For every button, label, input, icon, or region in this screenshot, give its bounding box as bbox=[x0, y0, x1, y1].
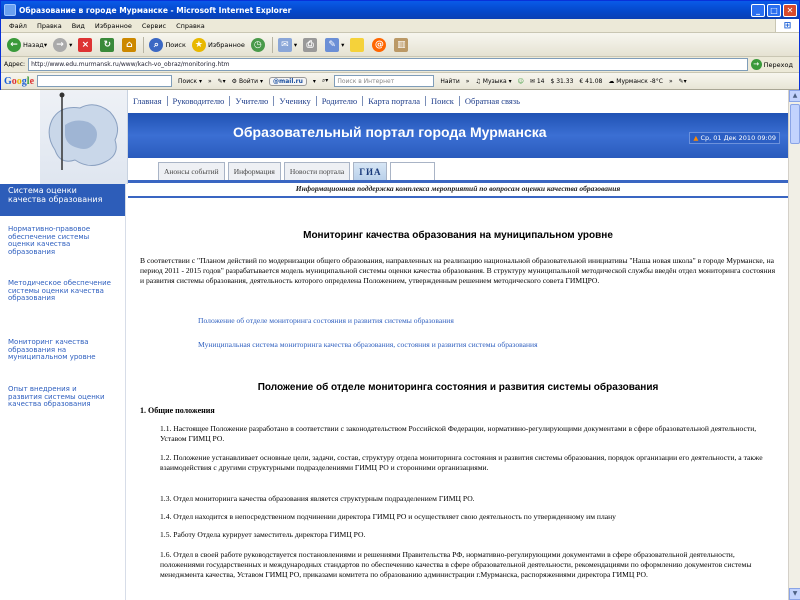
address-input[interactable] bbox=[28, 58, 748, 71]
refresh-button[interactable] bbox=[97, 35, 119, 55]
minimize-button[interactable]: _ bbox=[751, 4, 765, 17]
info-line: Информационная поддержка комплекса мероприятий по вопросам оценки качества образования bbox=[295, 184, 621, 193]
usd-value: 31.33 bbox=[556, 77, 574, 85]
tab-portal-news[interactable]: Новости портала bbox=[284, 162, 350, 180]
back-arrow-icon: ← bbox=[7, 38, 21, 52]
windows-logo-icon: ⊞ bbox=[775, 19, 799, 32]
site-title: Образовательный портал города Мурманска bbox=[233, 124, 547, 140]
scroll-up-button[interactable]: ▲ bbox=[789, 90, 800, 102]
nav-director[interactable]: Руководителю bbox=[168, 96, 231, 106]
menu-bar bbox=[1, 19, 799, 33]
discuss-button[interactable] bbox=[347, 35, 369, 55]
address-label: Адрес: bbox=[4, 61, 26, 68]
vertical-scrollbar[interactable] bbox=[788, 90, 800, 600]
mail-counter[interactable]: ✉ 14 bbox=[529, 77, 545, 85]
section-general: 1. Общие положения bbox=[140, 406, 215, 415]
home-icon: ⌂ bbox=[122, 38, 136, 52]
print-icon: ⎙ bbox=[303, 38, 317, 52]
page-viewport bbox=[0, 90, 788, 600]
google-search-button[interactable]: Поиск ▾ bbox=[178, 77, 202, 85]
sidebar-item-methodical[interactable]: Методическое обеспечение системы оценки качества образования bbox=[8, 279, 111, 302]
address-bar bbox=[1, 57, 799, 73]
usd-rate[interactable]: $ 31.33 bbox=[550, 77, 574, 85]
maximize-button[interactable]: □ bbox=[767, 4, 781, 17]
stop-icon: × bbox=[78, 38, 92, 52]
separator bbox=[272, 37, 273, 53]
menu-view[interactable]: Вид bbox=[71, 21, 85, 30]
sidebar-item-monitoring[interactable]: Мониторинг качества образования на муниципальном уровне bbox=[8, 338, 96, 361]
more-chevron-icon[interactable]: » bbox=[207, 77, 212, 85]
separator bbox=[143, 37, 144, 53]
clause-1-6: 1.6. Отдел в своей работе руководствуется постановлениями и решениями Правительства РФ, нормативно-регулирующими документами в сфере образовательной деятельности, положениями государственных и международных стандартов по обеспечению качества в сфере образовательной деятельности, рекомендациями по оформлению документов системы менеджмента качества, Уставом ГИМЦ РО, приказами комитета по образованию администрации г.Мурманска, распоряжениями директора ГИМЦ РО. bbox=[160, 550, 752, 579]
signin-button[interactable]: ⚙ Войти ▾ bbox=[231, 77, 263, 85]
search-icon: ⌕ bbox=[149, 38, 163, 52]
more-chevron-icon[interactable]: » bbox=[668, 77, 673, 85]
internet-search-input[interactable]: Поиск в Интернет bbox=[334, 75, 434, 87]
date-text: Ср, 01 Дек 2010 09:09 bbox=[700, 134, 776, 142]
scroll-down-button[interactable]: ▼ bbox=[789, 588, 800, 600]
stop-button[interactable] bbox=[75, 35, 97, 55]
favorites-button[interactable] bbox=[189, 35, 248, 55]
search-label: Поиск bbox=[165, 40, 186, 49]
settings-icon[interactable]: ✎▾ bbox=[217, 77, 226, 85]
favorites-label: Избранное bbox=[207, 40, 245, 49]
ie-icon bbox=[4, 4, 16, 16]
menu-favorites[interactable]: Избранное bbox=[94, 21, 132, 30]
eur-rate[interactable]: € 41.08 bbox=[579, 77, 603, 85]
clause-1-5: 1.5. Работу Отдела курирует заместитель директора ГИМЦ РО. bbox=[160, 530, 366, 539]
forward-arrow-icon: → bbox=[53, 38, 67, 52]
edit-icon: ✎ bbox=[325, 38, 339, 52]
standard-toolbar bbox=[1, 33, 799, 57]
home-button[interactable] bbox=[119, 35, 141, 55]
tab-empty bbox=[390, 162, 435, 180]
menu-edit[interactable]: Правка bbox=[36, 21, 62, 30]
note-icon bbox=[350, 38, 364, 52]
nav-sitemap[interactable]: Карта портала bbox=[363, 96, 426, 106]
title-bar[interactable] bbox=[1, 1, 799, 19]
murmansk-map-logo bbox=[40, 90, 128, 184]
eur-value: 41.08 bbox=[585, 77, 603, 85]
messenger-button[interactable] bbox=[369, 35, 391, 55]
print-button[interactable] bbox=[300, 35, 322, 55]
window-title: Образование в городе Мурманске - Microsoft Internet Explorer bbox=[19, 5, 292, 15]
intro-paragraph: В соответствии с "Планом действий по модернизации общего образования, направленных на реализацию национальной образовательной инициативы "Наша новая школа" в городе Мурманске, на период 2011 - 2015 годов" разрабатывается модель муниципальной системы оценки качества образования. В структуру муниципальной методической службы введён отдел мониторинга состояния и развития системы образования, деятельность которого определена Положением, утвержденным решением методического совета ГИМЦРО. bbox=[140, 256, 776, 285]
wrench-icon[interactable]: ✎▾ bbox=[678, 77, 687, 85]
signin-label: Войти bbox=[238, 77, 259, 85]
site-header bbox=[0, 90, 788, 184]
at-icon: @ bbox=[372, 38, 386, 52]
history-icon: ◷ bbox=[251, 38, 265, 52]
site-banner bbox=[128, 113, 788, 158]
clause-1-4: 1.4. Отдел находится в непосредственном подчинении директора ГИМЦ РО и осуществляет свою деятельность по утвержденному им плану bbox=[160, 512, 616, 521]
scroll-thumb[interactable] bbox=[790, 104, 800, 144]
go-arrow-icon: → bbox=[751, 59, 762, 70]
google-logo: Google bbox=[4, 75, 35, 87]
left-sidebar bbox=[0, 184, 126, 600]
mailru-logo[interactable]: @mail.ru bbox=[269, 77, 307, 86]
research-button[interactable] bbox=[391, 35, 413, 55]
tab-information[interactable]: Информация bbox=[228, 162, 281, 180]
nav-feedback[interactable]: Обратная связь bbox=[464, 96, 521, 106]
more-chevron-icon[interactable]: » bbox=[465, 77, 470, 85]
menu-tools[interactable]: Сервис bbox=[141, 21, 167, 30]
weather-text: Мурманск -8°С bbox=[616, 77, 663, 85]
smiley-icon[interactable]: ☺ bbox=[517, 77, 524, 85]
calendar-icon: ▲ bbox=[693, 134, 699, 142]
top-navigation bbox=[128, 93, 525, 109]
nav-parent[interactable]: Родителю bbox=[317, 96, 363, 106]
music-button[interactable]: ♫ Музыка ▾ bbox=[475, 77, 512, 85]
date-badge bbox=[689, 132, 780, 144]
clause-1-3: 1.3. Отдел мониторинга качества образования является структурным подразделением ГИМЦ РО. bbox=[160, 494, 475, 503]
close-button[interactable]: ✕ bbox=[783, 4, 797, 17]
sidebar-item-normative[interactable]: Нормативно-правовое обеспечение системы оценки качества образования bbox=[8, 225, 91, 256]
google-toolbar bbox=[1, 73, 799, 90]
heading-regulation: Положение об отделе мониторинга состояния и развития системы образования bbox=[257, 382, 659, 393]
mail-button[interactable]: ✉ ▾ bbox=[275, 35, 300, 55]
clause-1-1: 1.1. Настоящее Положение разработано в соответствии с законодательством Российской Федерации, нормативно-регулирующими документами в сфере образовательной деятельности, Уставом ГИМЦ РО. bbox=[160, 424, 757, 443]
link-regulation[interactable]: Положение об отделе мониторинга состояния и развития системы образования bbox=[198, 316, 454, 325]
url-text: http://www.edu.murmansk.ru/www/kach-vo_obraz/monitoring.htm bbox=[31, 61, 230, 68]
main-content bbox=[128, 184, 788, 600]
sidebar-item-experience[interactable]: Опыт внедрения и развития системы оценки качества образования bbox=[8, 385, 105, 408]
nav-student[interactable]: Ученику bbox=[274, 96, 316, 106]
refresh-icon: ↻ bbox=[100, 38, 114, 52]
books-icon: ▥ bbox=[394, 38, 408, 52]
nav-search[interactable]: Поиск bbox=[426, 96, 460, 106]
go-button[interactable] bbox=[751, 59, 799, 70]
nav-teacher[interactable]: Учителю bbox=[230, 96, 274, 106]
search-button[interactable] bbox=[146, 35, 189, 55]
forward-button[interactable]: → ▾ bbox=[50, 35, 75, 55]
mailru-search-icon[interactable]: ⌕▾ bbox=[321, 77, 329, 84]
heading-monitoring: Мониторинг качества образования на муниципальном уровне bbox=[303, 230, 613, 241]
back-button[interactable]: ← Назад ▾ bbox=[4, 35, 50, 55]
clause-1-2: 1.2. Положение устанавливает основные цели, задачи, состав, структуру отдела мониторинга состояния и развития системы образования, порядок организации его деятельности, а также взаимодействия с другими структурными подразделениями ГИМЦ РО и сторонними организациями. bbox=[160, 453, 763, 472]
google-search-label: Поиск bbox=[178, 77, 198, 85]
go-label: Переход bbox=[763, 60, 793, 69]
star-icon: ★ bbox=[192, 38, 206, 52]
google-search-input[interactable] bbox=[37, 75, 172, 87]
history-button[interactable] bbox=[248, 35, 270, 55]
link-municipal-system[interactable]: Муниципальная система мониторинга качества образования, состояния и развития системы образования bbox=[198, 340, 538, 349]
mail-icon: ✉ bbox=[278, 38, 292, 52]
site-logo[interactable] bbox=[40, 90, 128, 184]
tab-announcements[interactable]: Анонсы событий bbox=[158, 162, 225, 180]
edit-button[interactable]: ✎ ▾ bbox=[322, 35, 347, 55]
mail-count: 14 bbox=[536, 77, 545, 85]
back-label: Назад bbox=[23, 40, 44, 49]
weather-widget[interactable]: ☁ Мурманск -8°С bbox=[608, 77, 663, 85]
sub-tabs bbox=[158, 162, 438, 180]
menu-file[interactable]: Файл bbox=[9, 21, 27, 30]
menu-help[interactable]: Справка bbox=[176, 21, 205, 30]
music-label: Музыка bbox=[482, 77, 507, 85]
header-divider bbox=[128, 180, 788, 183]
content-divider bbox=[128, 196, 788, 198]
find-button[interactable]: Найти bbox=[440, 77, 460, 85]
tab-gia[interactable]: ГИА bbox=[353, 162, 387, 180]
mailru-dropdown-icon[interactable]: ▾ bbox=[312, 77, 316, 85]
nav-home[interactable]: Главная bbox=[128, 96, 168, 106]
sidebar-heading[interactable]: Система оценки качества образования bbox=[0, 184, 125, 216]
